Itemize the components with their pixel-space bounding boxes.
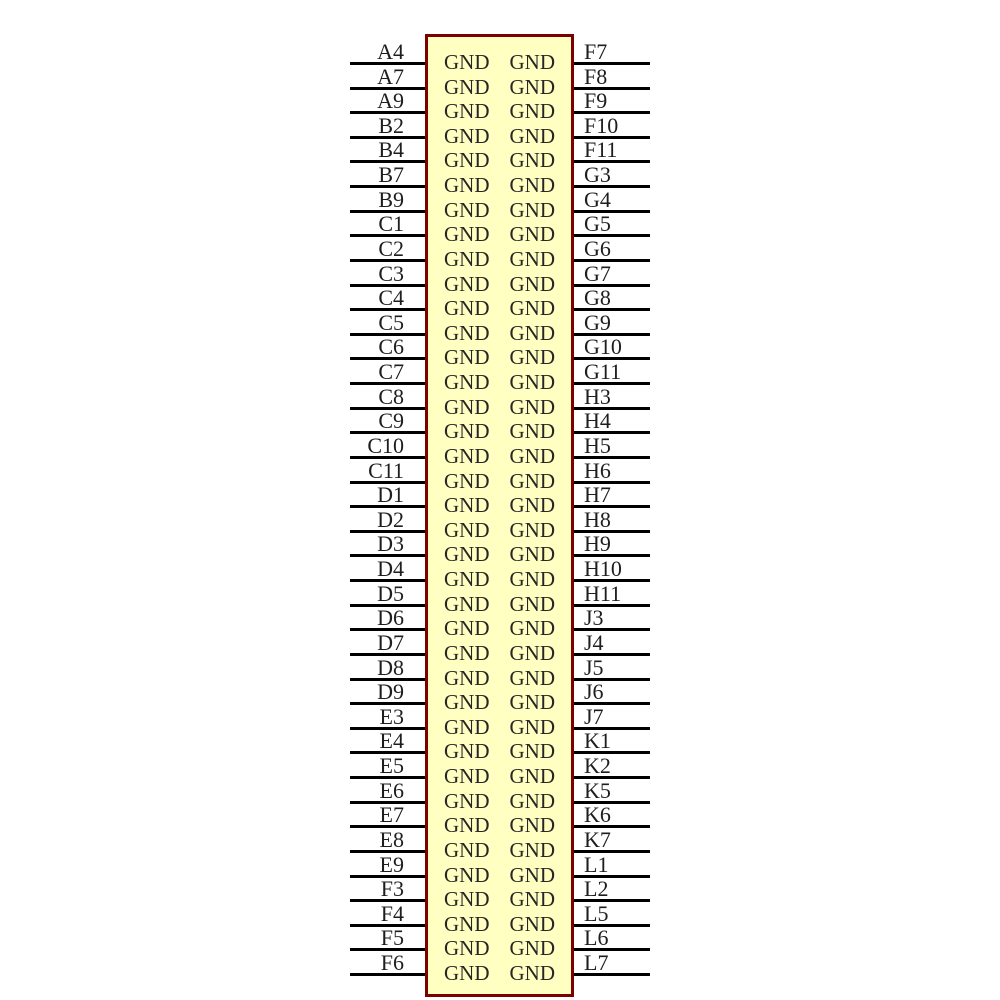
gnd-row bbox=[428, 223, 571, 245]
pin-row-G9[interactable] bbox=[574, 309, 650, 336]
pin-number-label: F10 bbox=[584, 112, 619, 138]
pin-number-label: E6 bbox=[379, 777, 404, 803]
gnd-pin-name-left: GND bbox=[444, 936, 490, 961]
pin-row-F9[interactable] bbox=[574, 90, 650, 114]
pin-row-C6[interactable] bbox=[350, 336, 425, 360]
gnd-pin-name-left: GND bbox=[444, 394, 490, 419]
pin-row-L1[interactable] bbox=[574, 851, 650, 878]
pin-number-label: A9 bbox=[377, 88, 404, 114]
pin-row-B9[interactable] bbox=[350, 186, 425, 213]
pin-number-label: E9 bbox=[379, 851, 404, 877]
pin-number-label: B9 bbox=[378, 186, 404, 212]
pin-row-H9[interactable] bbox=[574, 533, 650, 557]
pin-number-label: C10 bbox=[367, 432, 404, 458]
gnd-row bbox=[428, 740, 571, 762]
pin-row-K2[interactable] bbox=[574, 755, 650, 779]
pin-row-D8[interactable] bbox=[350, 654, 425, 681]
pin-number-label: C3 bbox=[378, 260, 404, 286]
pin-number-label: D1 bbox=[377, 482, 404, 508]
pin-row-F4[interactable] bbox=[350, 900, 425, 927]
pin-row-K6[interactable] bbox=[574, 804, 650, 828]
gnd-row bbox=[428, 470, 571, 492]
pin-row-F5[interactable] bbox=[350, 927, 425, 951]
gnd-pin-name-left: GND bbox=[444, 222, 490, 247]
gnd-pin-name-left: GND bbox=[444, 50, 490, 74]
gnd-pin-name-right: GND bbox=[509, 123, 555, 148]
gnd-pin-name-left: GND bbox=[444, 764, 490, 789]
gnd-pin-name-right: GND bbox=[509, 74, 555, 99]
pin-number-label: G4 bbox=[584, 186, 611, 212]
pin-number-label: C7 bbox=[378, 359, 404, 385]
gnd-pin-name-right: GND bbox=[509, 197, 555, 222]
pin-row-J6[interactable] bbox=[574, 681, 650, 705]
gnd-pin-name-left: GND bbox=[444, 911, 490, 936]
gnd-pin-name-right: GND bbox=[509, 271, 555, 296]
gnd-row bbox=[428, 568, 571, 590]
pin-row-E9[interactable] bbox=[350, 851, 425, 878]
gnd-pin-name-left: GND bbox=[444, 690, 490, 715]
pin-number-label: G3 bbox=[584, 162, 611, 188]
gnd-row bbox=[428, 445, 571, 467]
gnd-row bbox=[428, 149, 571, 171]
pin-row-E7[interactable] bbox=[350, 804, 425, 828]
pin-number-label: C11 bbox=[368, 457, 404, 483]
pin-number-label: F4 bbox=[380, 900, 404, 926]
gnd-pin-name-right: GND bbox=[509, 739, 555, 764]
gnd-row bbox=[428, 346, 571, 368]
pin-number-label: G11 bbox=[584, 359, 622, 385]
gnd-pin-name-left: GND bbox=[444, 517, 490, 542]
pin-number-label: B2 bbox=[378, 112, 404, 138]
pin-number-label: F5 bbox=[380, 925, 404, 951]
pin-row-D4[interactable] bbox=[350, 558, 425, 582]
gnd-pin-name-left: GND bbox=[444, 320, 490, 345]
pin-row-B4[interactable] bbox=[350, 139, 425, 163]
gnd-row bbox=[428, 125, 571, 147]
gnd-pin-name-right: GND bbox=[509, 616, 555, 641]
pin-number-label: J4 bbox=[584, 629, 604, 655]
pin-number-label: D3 bbox=[377, 531, 404, 557]
gnd-pin-name-left: GND bbox=[444, 960, 490, 985]
pin-row-D9[interactable] bbox=[350, 681, 425, 705]
pin-number-label: L2 bbox=[584, 876, 609, 902]
gnd-row bbox=[428, 667, 571, 689]
pin-number-label: G9 bbox=[584, 309, 611, 335]
pin-number-label: H11 bbox=[584, 580, 622, 606]
pin-row-L2[interactable] bbox=[574, 878, 650, 902]
gnd-row bbox=[428, 913, 571, 935]
pin-row-D5[interactable] bbox=[350, 580, 425, 607]
pin-row-E5[interactable] bbox=[350, 755, 425, 779]
gnd-row bbox=[428, 494, 571, 516]
gnd-pin-name-right: GND bbox=[509, 443, 555, 468]
gnd-pin-name-right: GND bbox=[509, 394, 555, 419]
pin-row-B2[interactable] bbox=[350, 112, 425, 139]
gnd-row bbox=[428, 888, 571, 910]
gnd-pin-name-left: GND bbox=[444, 493, 490, 518]
gnd-row bbox=[428, 543, 571, 565]
gnd-pin-name-left: GND bbox=[444, 271, 490, 296]
pin-number-label: H9 bbox=[584, 531, 611, 557]
gnd-pin-name-left: GND bbox=[444, 468, 490, 493]
pin-row-H10[interactable] bbox=[574, 558, 650, 582]
pin-row-H7[interactable] bbox=[574, 484, 650, 508]
pin-row-G4[interactable] bbox=[574, 186, 650, 213]
gnd-pin-name-left: GND bbox=[444, 345, 490, 370]
pin-row-J7[interactable] bbox=[574, 703, 650, 730]
pin-row-G11[interactable] bbox=[574, 361, 650, 385]
pin-row-D3[interactable] bbox=[350, 533, 425, 557]
pin-row-K7[interactable] bbox=[574, 826, 650, 853]
gnd-pin-name-right: GND bbox=[509, 764, 555, 789]
gnd-pin-name-right: GND bbox=[509, 99, 555, 124]
gnd-row bbox=[428, 765, 571, 787]
gnd-pin-name-right: GND bbox=[509, 320, 555, 345]
gnd-row bbox=[428, 839, 571, 861]
gnd-row bbox=[428, 716, 571, 738]
gnd-pin-name-right: GND bbox=[509, 862, 555, 887]
gnd-pin-name-right: GND bbox=[509, 246, 555, 271]
pin-number-label: D8 bbox=[377, 654, 404, 680]
pin-number-label: E5 bbox=[379, 753, 404, 779]
pin-number-label: G6 bbox=[584, 235, 611, 261]
pin-row-E6[interactable] bbox=[350, 777, 425, 804]
gnd-row bbox=[428, 76, 571, 98]
pin-number-label: H10 bbox=[584, 556, 622, 582]
pin-row-J4[interactable] bbox=[574, 629, 650, 656]
pin-number-label: G7 bbox=[584, 260, 611, 286]
gnd-pin-name-right: GND bbox=[509, 542, 555, 567]
gnd-pin-name-right: GND bbox=[509, 714, 555, 739]
gnd-pin-name-right: GND bbox=[509, 640, 555, 665]
pin-number-label: H7 bbox=[584, 482, 611, 508]
gnd-row bbox=[428, 691, 571, 713]
gnd-pin-name-right: GND bbox=[509, 222, 555, 247]
gnd-row bbox=[428, 174, 571, 196]
pin-number-label: D5 bbox=[377, 580, 404, 606]
gnd-pin-name-left: GND bbox=[444, 542, 490, 567]
pin-number-label: J3 bbox=[584, 605, 604, 631]
pin-row-H6[interactable] bbox=[574, 457, 650, 484]
pin-row-L7[interactable] bbox=[574, 949, 650, 976]
gnd-row bbox=[428, 519, 571, 541]
gnd-pin-name-left: GND bbox=[444, 788, 490, 813]
pin-row-E4[interactable] bbox=[350, 730, 425, 754]
gnd-row bbox=[428, 814, 571, 836]
pin-row-F11[interactable] bbox=[574, 139, 650, 163]
pin-row-H11[interactable] bbox=[574, 580, 650, 607]
pin-number-label: E3 bbox=[379, 703, 404, 729]
gnd-row bbox=[428, 322, 571, 344]
gnd-pin-name-right: GND bbox=[509, 567, 555, 592]
gnd-row bbox=[428, 420, 571, 442]
pin-row-H5[interactable] bbox=[574, 432, 650, 459]
gnd-pin-name-left: GND bbox=[444, 419, 490, 444]
pin-number-label: E7 bbox=[379, 802, 404, 828]
pin-row-G10[interactable] bbox=[574, 336, 650, 360]
pin-row-H3[interactable] bbox=[574, 383, 650, 410]
pin-number-label: H5 bbox=[584, 432, 611, 458]
pin-number-label: H8 bbox=[584, 506, 611, 532]
pin-number-label: L5 bbox=[584, 900, 609, 926]
gnd-row bbox=[428, 297, 571, 319]
gnd-pin-name-left: GND bbox=[444, 370, 490, 395]
pin-row-C11[interactable] bbox=[350, 457, 425, 484]
pin-number-label: K2 bbox=[584, 753, 611, 779]
pin-number-label: D6 bbox=[377, 605, 404, 631]
gnd-row bbox=[428, 617, 571, 639]
pin-row-L6[interactable] bbox=[574, 927, 650, 951]
pin-row-J5[interactable] bbox=[574, 654, 650, 681]
gnd-pin-name-right: GND bbox=[509, 591, 555, 616]
component-body[interactable] bbox=[425, 34, 574, 997]
gnd-pin-name-right: GND bbox=[509, 517, 555, 542]
gnd-pin-name-left: GND bbox=[444, 591, 490, 616]
pin-row-C9[interactable] bbox=[350, 410, 425, 434]
gnd-row bbox=[428, 864, 571, 886]
gnd-row bbox=[428, 790, 571, 812]
pin-number-label: G8 bbox=[584, 285, 611, 311]
pin-row-B7[interactable] bbox=[350, 164, 425, 188]
pin-row-C5[interactable] bbox=[350, 309, 425, 336]
pin-row-F3[interactable] bbox=[350, 878, 425, 902]
pin-number-label: L6 bbox=[584, 925, 609, 951]
gnd-pin-name-left: GND bbox=[444, 714, 490, 739]
pin-row-A4[interactable] bbox=[350, 41, 425, 65]
pin-number-label: F8 bbox=[584, 63, 608, 89]
pin-row-G7[interactable] bbox=[574, 260, 650, 287]
gnd-pin-name-right: GND bbox=[509, 370, 555, 395]
pin-row-C10[interactable] bbox=[350, 432, 425, 459]
pin-row-G6[interactable] bbox=[574, 235, 650, 262]
gnd-pin-name-left: GND bbox=[444, 123, 490, 148]
pin-number-label: F11 bbox=[584, 137, 618, 163]
pin-row-G3[interactable] bbox=[574, 164, 650, 188]
gnd-pin-name-right: GND bbox=[509, 173, 555, 198]
gnd-pin-name-left: GND bbox=[444, 173, 490, 198]
pin-row-D6[interactable] bbox=[350, 607, 425, 631]
pin-row-G5[interactable] bbox=[574, 213, 650, 237]
pin-number-label: F3 bbox=[380, 876, 404, 902]
pin-number-label: J6 bbox=[584, 679, 604, 705]
gnd-pin-name-left: GND bbox=[444, 616, 490, 641]
gnd-pin-name-right: GND bbox=[509, 887, 555, 912]
pin-number-label: K7 bbox=[584, 826, 611, 852]
pin-number-label: B7 bbox=[378, 162, 404, 188]
gnd-pin-name-right: GND bbox=[509, 296, 555, 321]
gnd-pin-name-left: GND bbox=[444, 443, 490, 468]
pin-row-H4[interactable] bbox=[574, 410, 650, 434]
gnd-row bbox=[428, 371, 571, 393]
pin-row-F10[interactable] bbox=[574, 112, 650, 139]
pin-number-label: D7 bbox=[377, 629, 404, 655]
pin-row-F8[interactable] bbox=[574, 63, 650, 90]
pin-row-J3[interactable] bbox=[574, 607, 650, 631]
gnd-pin-name-left: GND bbox=[444, 296, 490, 321]
pin-row-C7[interactable] bbox=[350, 361, 425, 385]
pin-number-label: J7 bbox=[584, 703, 604, 729]
pin-number-label: C5 bbox=[378, 309, 404, 335]
gnd-pin-name-right: GND bbox=[509, 936, 555, 961]
gnd-pin-name-right: GND bbox=[509, 493, 555, 518]
pin-row-A9[interactable] bbox=[350, 90, 425, 114]
pin-row-H8[interactable] bbox=[574, 506, 650, 533]
gnd-pin-name-left: GND bbox=[444, 640, 490, 665]
pin-number-label: G10 bbox=[584, 334, 622, 360]
pin-number-label: H3 bbox=[584, 383, 611, 409]
pin-number-label: L7 bbox=[584, 949, 609, 975]
gnd-pin-name-left: GND bbox=[444, 99, 490, 124]
gnd-pin-name-right: GND bbox=[509, 50, 555, 74]
pin-row-G8[interactable] bbox=[574, 287, 650, 311]
gnd-pin-name-right: GND bbox=[509, 813, 555, 838]
pin-number-label: A4 bbox=[377, 39, 404, 64]
pin-row-C4[interactable] bbox=[350, 287, 425, 311]
pin-number-label: L1 bbox=[584, 851, 609, 877]
pin-number-label: D9 bbox=[377, 679, 404, 705]
pin-number-label: F9 bbox=[584, 88, 608, 114]
gnd-row bbox=[428, 396, 571, 418]
gnd-pin-name-left: GND bbox=[444, 567, 490, 592]
gnd-pin-name-left: GND bbox=[444, 197, 490, 222]
pin-number-label: D2 bbox=[377, 506, 404, 532]
gnd-row bbox=[428, 100, 571, 122]
pin-number-label: D4 bbox=[377, 556, 404, 582]
pin-number-label: C9 bbox=[378, 408, 404, 434]
gnd-pin-name-right: GND bbox=[509, 468, 555, 493]
gnd-pin-name-right: GND bbox=[509, 665, 555, 690]
pin-number-label: C8 bbox=[378, 383, 404, 409]
gnd-pin-name-left: GND bbox=[444, 74, 490, 99]
gnd-pin-name-left: GND bbox=[444, 148, 490, 173]
pin-number-label: A7 bbox=[377, 63, 404, 89]
pin-row-C8[interactable] bbox=[350, 383, 425, 410]
gnd-row bbox=[428, 593, 571, 615]
pin-row-C1[interactable] bbox=[350, 213, 425, 237]
pin-number-label: F7 bbox=[584, 39, 608, 64]
pin-number-label: H6 bbox=[584, 457, 611, 483]
pin-number-label: E4 bbox=[379, 728, 404, 754]
gnd-pin-name-right: GND bbox=[509, 345, 555, 370]
pin-number-label: C1 bbox=[378, 211, 404, 237]
gnd-pin-name-left: GND bbox=[444, 887, 490, 912]
pin-number-label: E8 bbox=[379, 826, 404, 852]
gnd-pin-name-right: GND bbox=[509, 788, 555, 813]
gnd-row bbox=[428, 199, 571, 221]
pin-number-label: F6 bbox=[380, 949, 404, 975]
gnd-row bbox=[428, 642, 571, 664]
pin-row-K5[interactable] bbox=[574, 777, 650, 804]
gnd-pin-name-right: GND bbox=[509, 960, 555, 985]
pin-number-label: C6 bbox=[378, 334, 404, 360]
pin-row-D7[interactable] bbox=[350, 629, 425, 656]
pin-number-label: K1 bbox=[584, 728, 611, 754]
pin-number-label: C2 bbox=[378, 235, 404, 261]
pin-number-label: G5 bbox=[584, 211, 611, 237]
gnd-row bbox=[428, 273, 571, 295]
pin-row-C3[interactable] bbox=[350, 260, 425, 287]
gnd-pin-name-right: GND bbox=[509, 148, 555, 173]
gnd-pin-name-right: GND bbox=[509, 419, 555, 444]
pin-number-label: K6 bbox=[584, 802, 611, 828]
pin-number-label: B4 bbox=[378, 137, 404, 163]
pin-number-label: J5 bbox=[584, 654, 604, 680]
pin-row-F6[interactable] bbox=[350, 949, 425, 976]
pin-row-D2[interactable] bbox=[350, 506, 425, 533]
gnd-pin-name-left: GND bbox=[444, 665, 490, 690]
gnd-pin-name-right: GND bbox=[509, 837, 555, 862]
pin-number-label: C4 bbox=[378, 285, 404, 311]
pin-row-E3[interactable] bbox=[350, 703, 425, 730]
gnd-row bbox=[428, 962, 571, 984]
pin-row-F7[interactable] bbox=[574, 41, 650, 65]
pin-row-C2[interactable] bbox=[350, 235, 425, 262]
gnd-pin-name-left: GND bbox=[444, 246, 490, 271]
pin-row-E8[interactable] bbox=[350, 826, 425, 853]
gnd-pin-name-left: GND bbox=[444, 862, 490, 887]
pin-number-label: H4 bbox=[584, 408, 611, 434]
gnd-row bbox=[428, 937, 571, 959]
pin-number-label: K5 bbox=[584, 777, 611, 803]
gnd-pin-name-right: GND bbox=[509, 690, 555, 715]
pin-row-D1[interactable] bbox=[350, 484, 425, 508]
gnd-pin-name-right: GND bbox=[509, 911, 555, 936]
pin-row-L5[interactable] bbox=[574, 900, 650, 927]
gnd-row bbox=[428, 51, 571, 73]
gnd-row bbox=[428, 248, 571, 270]
pin-row-K1[interactable] bbox=[574, 730, 650, 754]
gnd-pin-name-left: GND bbox=[444, 739, 490, 764]
gnd-pin-name-left: GND bbox=[444, 837, 490, 862]
pin-row-A7[interactable] bbox=[350, 63, 425, 90]
gnd-pin-name-left: GND bbox=[444, 813, 490, 838]
